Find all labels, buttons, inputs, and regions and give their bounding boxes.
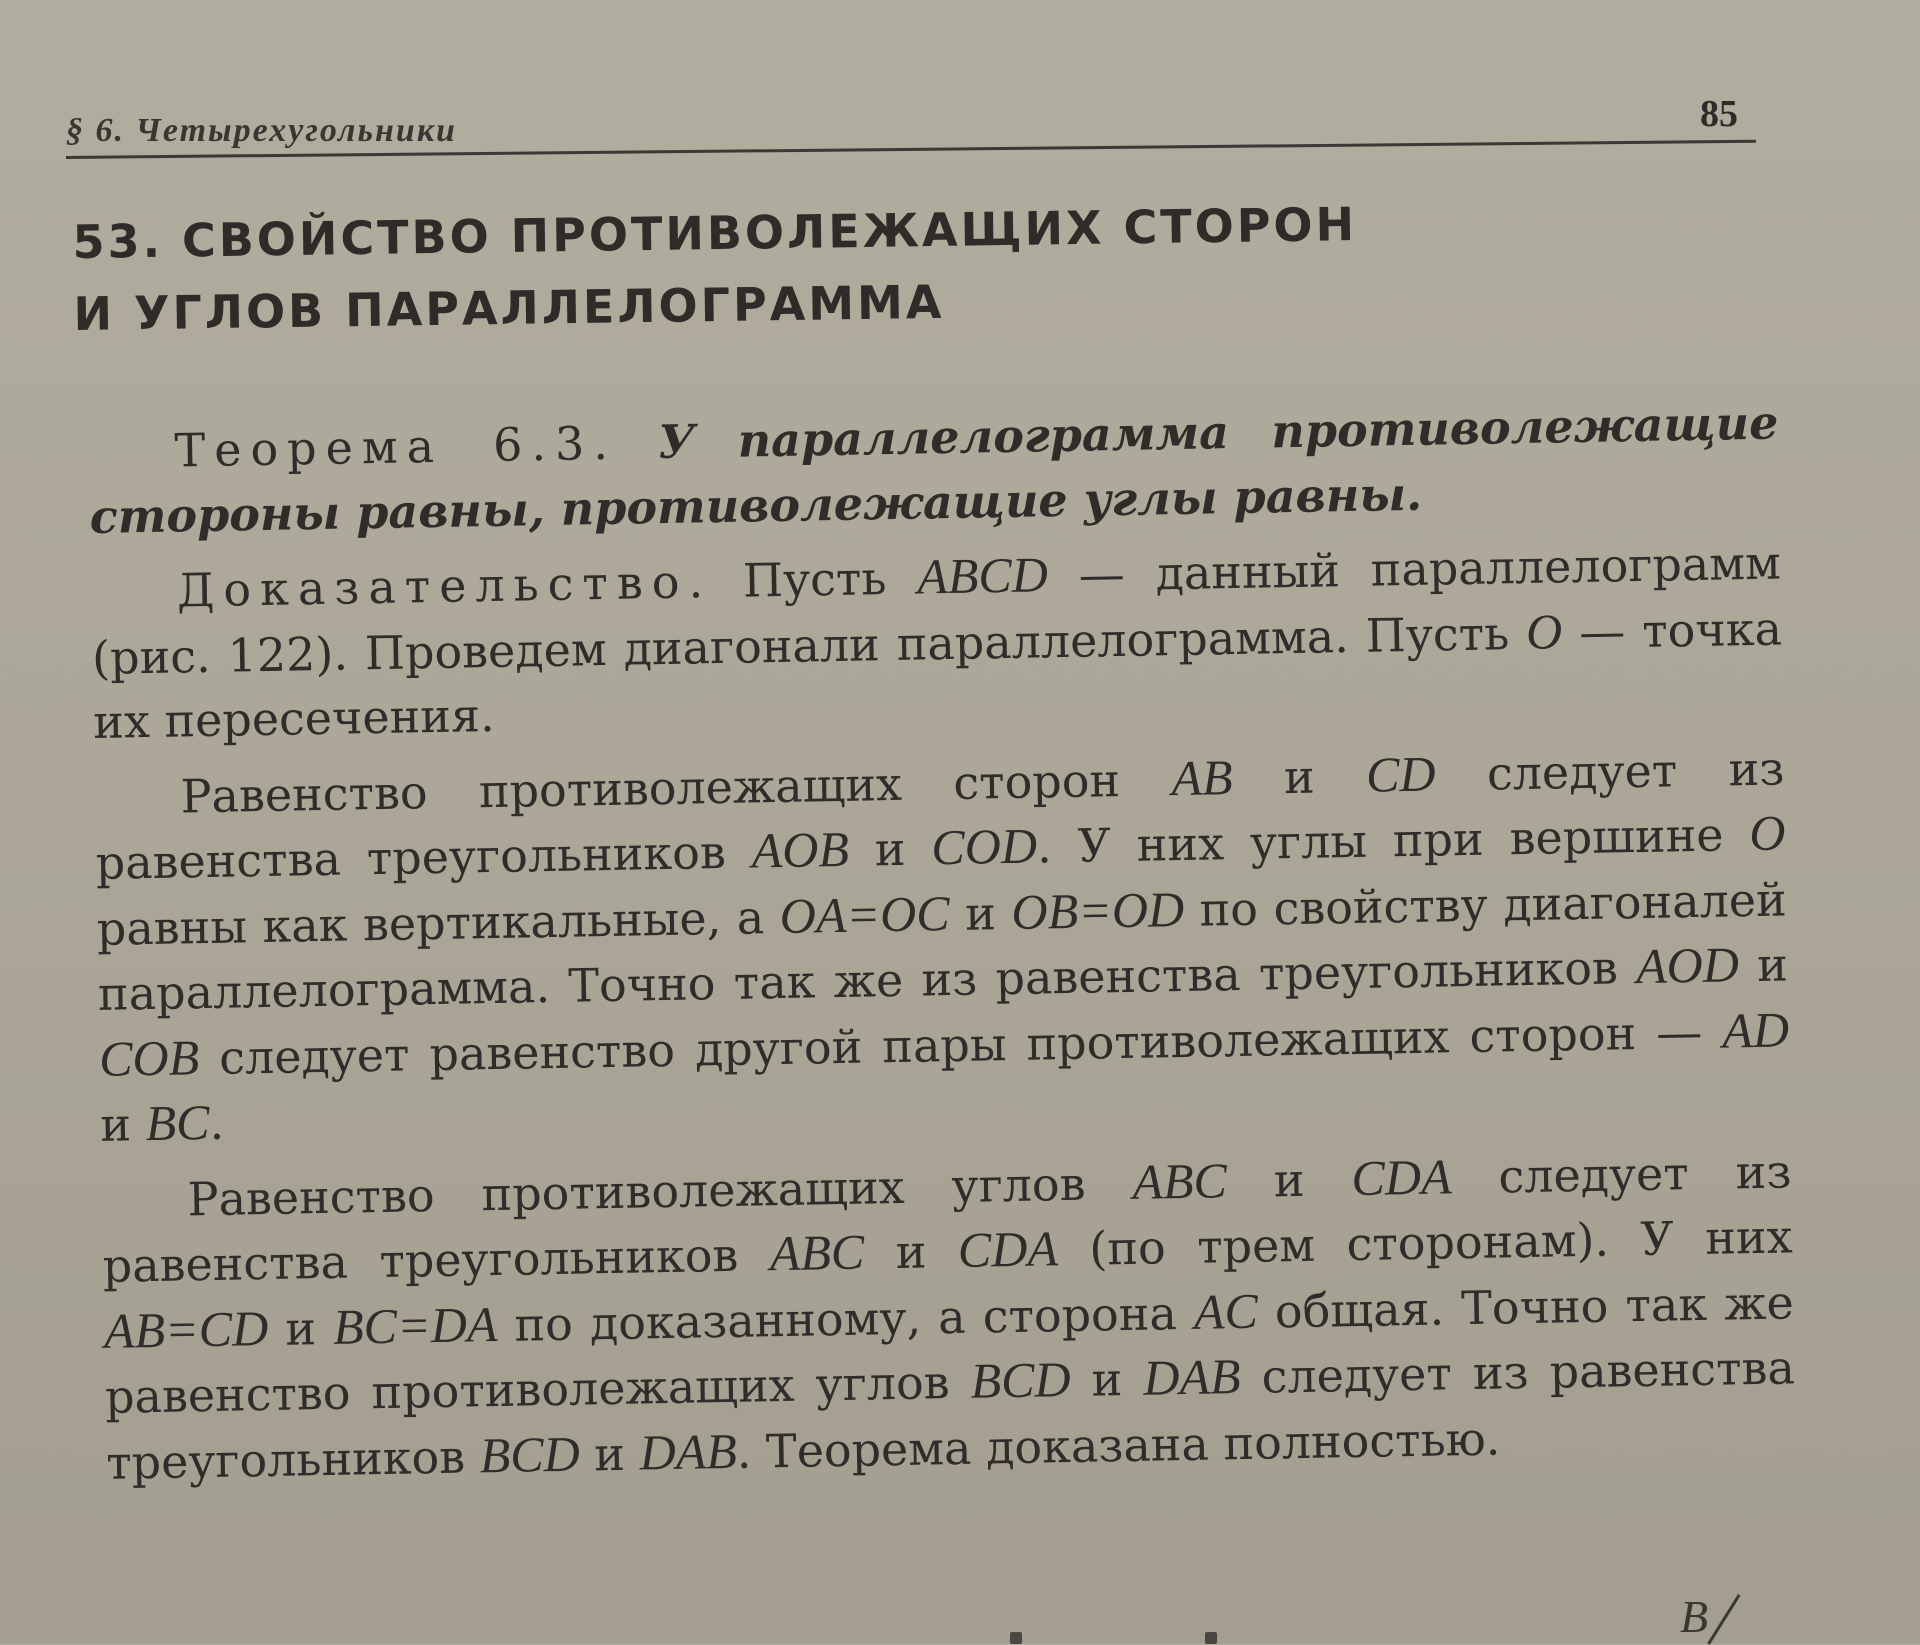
text-run: по доказанному, а сторона bbox=[496, 1285, 1195, 1352]
text-run: следует равенство другой пары противолежащих сторон — bbox=[198, 1004, 1723, 1085]
math-term: OA=OC bbox=[779, 884, 951, 944]
text-run: Равенство противолежащих сторон bbox=[180, 751, 1172, 823]
figure-mark bbox=[1010, 1632, 1022, 1644]
theorem-label: Теорема 6.3. bbox=[174, 415, 618, 478]
math-term: ABC bbox=[769, 1223, 865, 1282]
text-run: равны как вертикальные, а bbox=[96, 889, 781, 956]
math-term: BC=DA bbox=[332, 1295, 498, 1355]
text-run: и bbox=[848, 821, 932, 877]
text-run: следует из равенства треугольников bbox=[102, 1143, 1792, 1293]
text-run: Пусть bbox=[711, 550, 918, 609]
figure-mark bbox=[1205, 1632, 1217, 1644]
proof-paragraph-3 bbox=[101, 1138, 1796, 1495]
theorem-paragraph bbox=[88, 391, 1780, 549]
text-run: и bbox=[1232, 748, 1367, 805]
math-term: CDA bbox=[1350, 1147, 1452, 1206]
text-run: Равенство противолежащих углов bbox=[187, 1155, 1133, 1226]
figure-edge-line bbox=[1707, 1594, 1740, 1645]
section-title-line-1: 53. СВОЙСТВО ПРОТИВОЛЕЖАЩИХ СТОРОН bbox=[72, 197, 1358, 269]
math-term: BCD bbox=[970, 1351, 1072, 1409]
text-run: и bbox=[1738, 937, 1789, 993]
math-term: COB bbox=[98, 1028, 200, 1087]
text-run: и bbox=[949, 885, 1012, 941]
proof-paragraph-1 bbox=[90, 529, 1783, 754]
text-run: следует из равенства треугольников bbox=[95, 740, 1785, 890]
math-term: AB=CD bbox=[103, 1299, 269, 1359]
math-term: ABCD bbox=[916, 546, 1049, 605]
math-term: BC bbox=[145, 1093, 210, 1152]
proof-label: Доказательство. bbox=[176, 554, 713, 618]
math-term: DAB bbox=[1142, 1348, 1241, 1406]
text-run: и bbox=[99, 1097, 147, 1152]
math-term: DAB bbox=[639, 1422, 738, 1481]
text-run: . У них углы при вершине bbox=[1036, 807, 1750, 874]
theorem-statement: У параллелограмма противолежащие стороны равны, противолежащие углы равны. bbox=[89, 395, 1779, 544]
text-run: и bbox=[267, 1300, 334, 1356]
math-term: AOD bbox=[1635, 936, 1740, 995]
math-term: OB=OD bbox=[1010, 880, 1185, 940]
math-term: AOB bbox=[751, 820, 850, 879]
math-term: COD bbox=[930, 817, 1038, 876]
page-number: 85 bbox=[1700, 93, 1738, 135]
text-run: . Теорема доказана полностью. bbox=[736, 1411, 1501, 1479]
text-run: и bbox=[863, 1223, 959, 1280]
text-run: . bbox=[209, 1095, 225, 1150]
text-run: по свойству диагоналей параллелограмма. Точно так же из равенства треугольников bbox=[97, 871, 1788, 1021]
math-term: AD bbox=[1721, 1000, 1790, 1059]
text-run: и bbox=[1070, 1351, 1144, 1407]
running-head: § 6. Четырехугольники bbox=[66, 112, 457, 149]
text-run: — данный параллелограмм (рис. 122). Проведем диагонали параллелограмма. Пусть bbox=[91, 535, 1782, 685]
text-run: и bbox=[579, 1426, 641, 1482]
proof-paragraph-2 bbox=[94, 735, 1791, 1157]
section-title bbox=[72, 186, 1474, 350]
math-term: CD bbox=[1365, 745, 1436, 803]
math-term: AC bbox=[1193, 1282, 1259, 1340]
text-run: — точка их пересечения. bbox=[92, 600, 1783, 749]
section-title-line-2: И УГЛОВ ПАРАЛЛЕЛОГРАММА bbox=[73, 274, 945, 341]
math-term: AB bbox=[1170, 748, 1233, 806]
body-text bbox=[88, 391, 1797, 1505]
text-run: общая. Точно так же равенство противолежащих углов bbox=[104, 1274, 1795, 1424]
math-term: O bbox=[1525, 602, 1563, 660]
text-run: и bbox=[1226, 1151, 1352, 1208]
text-run: (по трем сторонам). У них bbox=[1057, 1209, 1793, 1277]
math-term: O bbox=[1748, 804, 1786, 862]
math-term: BCD bbox=[479, 1425, 581, 1483]
math-term: ABC bbox=[1131, 1151, 1228, 1210]
figure-vertex-label: B bbox=[1680, 1591, 1709, 1642]
text-run: следует из равенства треугольников bbox=[105, 1340, 1796, 1490]
math-term: CDA bbox=[957, 1220, 1059, 1278]
